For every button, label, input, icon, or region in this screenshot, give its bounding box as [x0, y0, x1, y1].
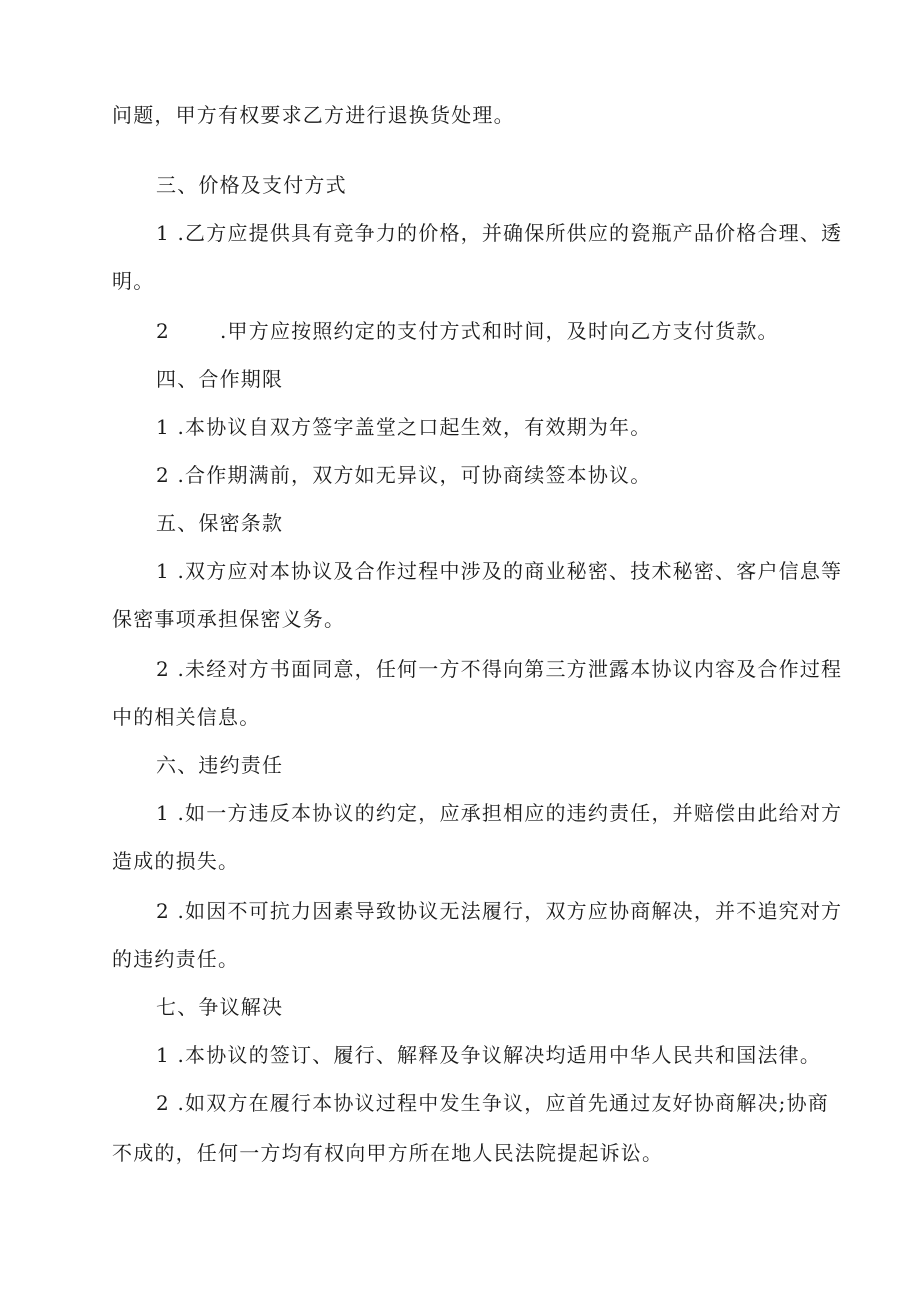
section-heading-dispute: 七、争议解决 — [156, 995, 284, 1019]
section-heading-liability: 六、违约责任 — [156, 753, 284, 777]
clause-text: .甲方应按照约定的支付方式和时间，及时向乙方支付货款。 — [220, 319, 779, 343]
section-heading-confidentiality: 五、保密条款 — [156, 511, 284, 535]
clause-5-2-line-2: 中的相关信息。 — [112, 705, 261, 729]
clause-6-1-line-1: 1 .如一方违反本协议的约定，应承担相应的违约责任，并赔偿由此给对方 — [156, 801, 843, 825]
section-heading-price-payment: 三、价格及支付方式 — [156, 173, 347, 197]
clause-3-1-line-2: 明。 — [112, 269, 155, 293]
clause-7-2-line-2: 不成的，任何一方均有权向甲方所在地人民法院提起诉讼。 — [112, 1141, 664, 1165]
clause-number: 2 — [156, 319, 170, 343]
paragraph-continuation: 问题，甲方有权要求乙方进行退换货处理。 — [112, 103, 515, 127]
clause-7-1: 1 .本协议的签订、履行、解释及争议解决均适用中华人民共和国法律。 — [156, 1043, 822, 1067]
clause-4-2: 2 .合作期满前，双方如无异议，可协商续签本协议。 — [156, 463, 652, 487]
clause-5-2-line-1: 2 .未经对方书面同意，任何一方不得向第三方泄露本协议内容及合作过程 — [156, 657, 843, 681]
clause-3-2 — [0, 318, 920, 344]
clause-4-1: 1 .本协议自双方签字盖堂之口起生效，有效期为年。 — [156, 415, 652, 439]
section-heading-term: 四、合作期限 — [156, 367, 284, 391]
clause-6-2-line-2: 的违约责任。 — [112, 947, 240, 971]
clause-5-1-line-1: 1 .双方应对本协议及合作过程中涉及的商业秘密、技术秘密、客户信息等 — [156, 559, 843, 583]
clause-6-1-line-2: 造成的损失。 — [112, 849, 240, 873]
clause-5-1-line-2: 保密事项承担保密义务。 — [112, 607, 346, 631]
clause-7-2-line-1: 2 .如双方在履行本协议过程中发生争议，应首先通过友好协商解决;协商 — [156, 1091, 829, 1115]
clause-6-2-line-1: 2 .如因不可抗力因素导致协议无法履行，双方应协商解决，并不追究对方 — [156, 899, 843, 923]
clause-3-1-line-1: 1 .乙方应提供具有竞争力的价格，并确保所供应的瓷瓶产品价格合理、透 — [156, 221, 843, 245]
